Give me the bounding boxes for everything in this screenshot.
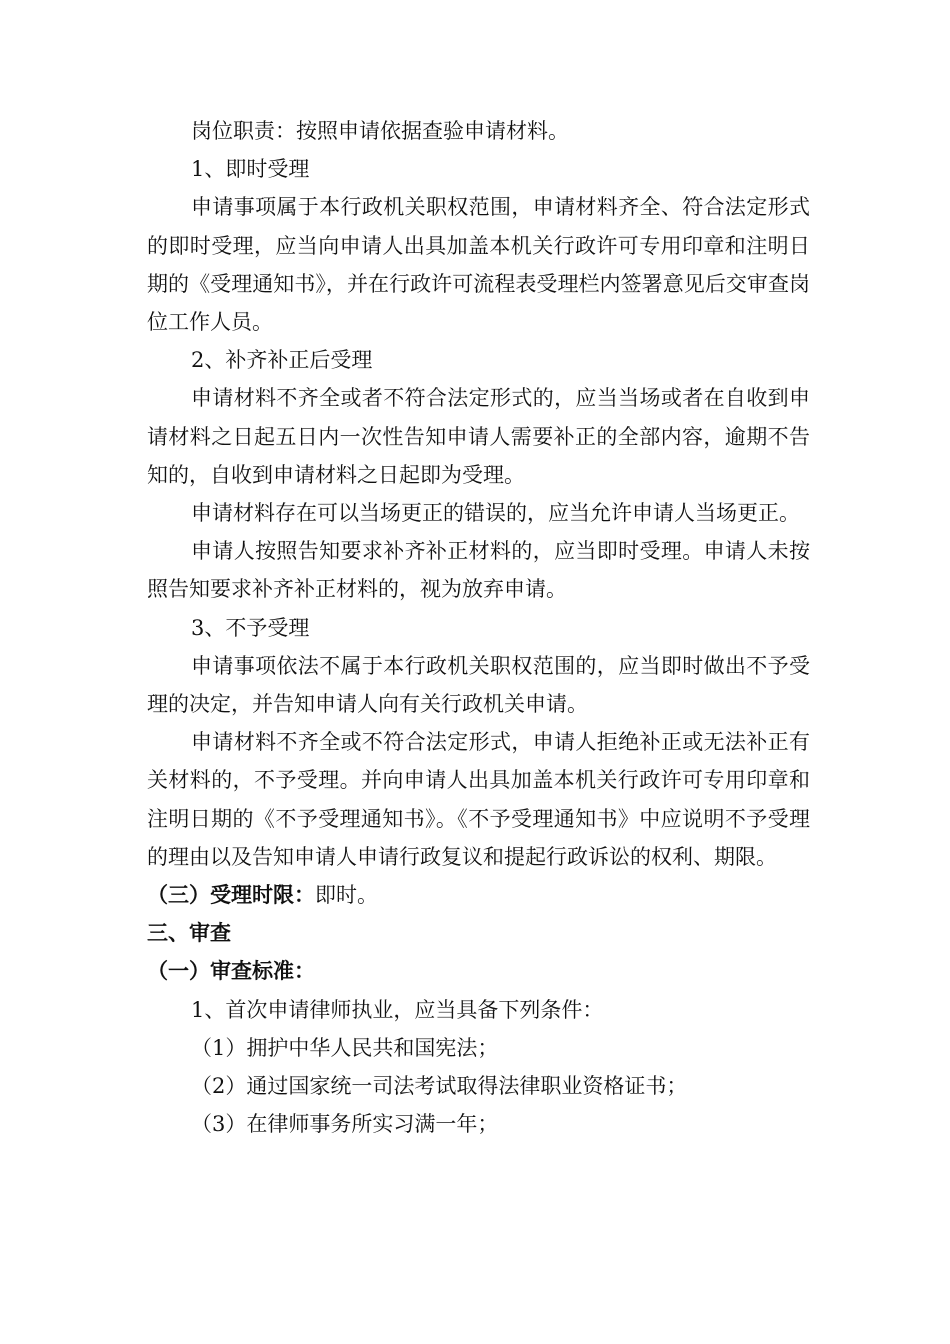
condition-2: （2）通过国家统一司法考试取得法律职业资格证书； — [191, 1073, 688, 1098]
condition-1: （1）拥护中华人民共和国宪法； — [191, 1035, 499, 1060]
item2-body3: 申请人按照告知要求补齐补正材料的，应当即时受理。申请人未按照告知要求补齐补正材料的，视为放弃申请。 — [147, 539, 810, 602]
time-limit-value: 即时。 — [315, 883, 378, 907]
review-standard-title: （一）审查标准： — [147, 959, 315, 984]
condition-3: （3）在律师事务所实习满一年； — [191, 1112, 499, 1137]
document-page — [147, 112, 810, 1143]
item2-body1: 申请材料不齐全或者不符合法定形式的，应当当场或者在自收到申请材料之日起五日内一次性告知申请人需要补正的全部内容，逾期不告知的，自收到申请材料之日起即为受理。 — [147, 386, 810, 487]
item3-body1: 申请事项依法不属于本行政机关职权范围的，应当即时做出不予受理的决定，并告知申请人向有关行政机关申请。 — [147, 653, 810, 716]
time-limit-label: （三）受理时限： — [147, 883, 315, 907]
item2-body2: 申请材料存在可以当场更正的错误的，应当允许申请人当场更正。 — [191, 500, 800, 525]
item1-title: 1、即时受理 — [191, 157, 310, 182]
item2-title: 2、补齐补正后受理 — [191, 348, 373, 373]
duty-line: 岗位职责：按照申请依据查验申请材料。 — [191, 119, 569, 143]
item3-body2: 申请材料不齐全或不符合法定形式，申请人拒绝补正或无法补正有关材料的，不予受理。并向申请人出具加盖本机关行政许可专用印章和注明日期的《不予受理通知书》。《不予受理通知书》中应说明不予受理的理由以及告知申请人申请行政复议和提起行政诉讼的权利、期限。 — [147, 730, 810, 869]
item1-body: 申请事项属于本行政机关职权范围，申请材料齐全、符合法定形式的即时受理，应当向申请人出具加盖本机关行政许可专用印章和注明日期的《受理通知书》，并在行政许可流程表受理栏内签署意见后交审查岗位工作人员。 — [147, 195, 810, 334]
section3-title: 三、审查 — [147, 921, 231, 946]
item3-title: 3、不予受理 — [191, 615, 310, 640]
time-limit-line — [147, 876, 810, 914]
condition-intro: 1、首次申请律师执业，应当具备下列条件： — [191, 997, 604, 1022]
